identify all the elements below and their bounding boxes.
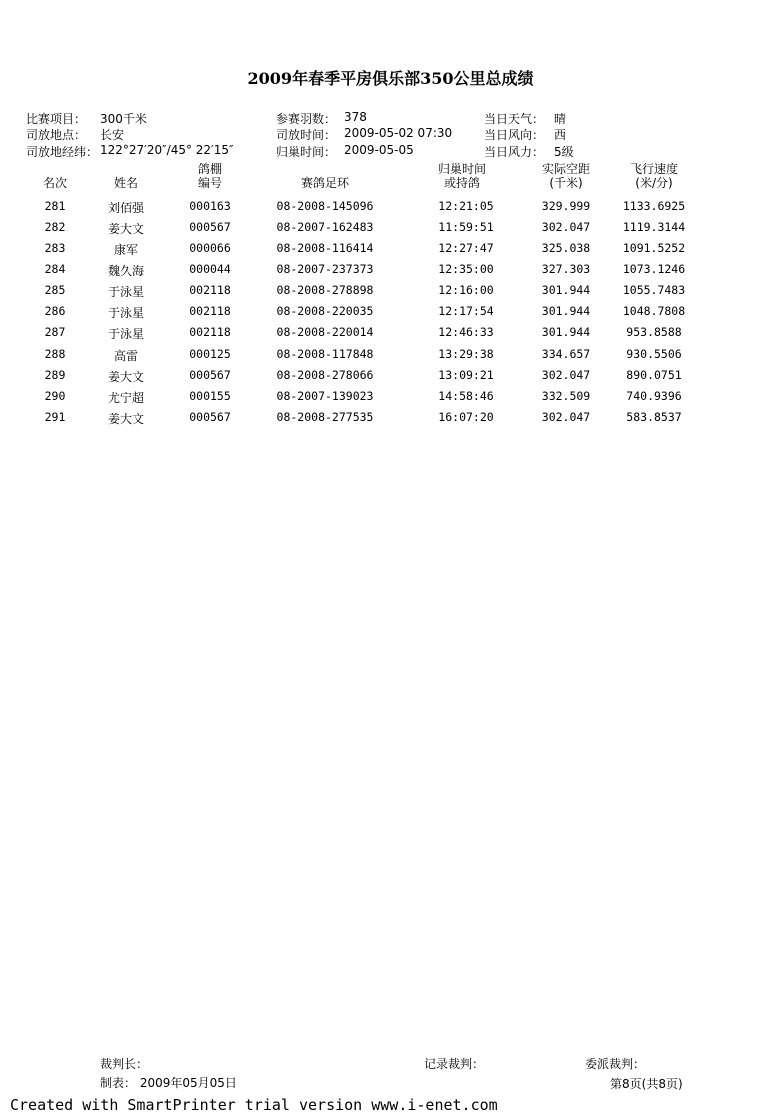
wind-direction-label: 当日风向：: [484, 128, 545, 142]
ring-cell: 08-2008-116414: [276, 241, 374, 255]
time-cell: 12:27:47: [438, 241, 494, 255]
table-row: [0, 368, 781, 389]
header-speed-line1: 飞行速度: [629, 162, 678, 176]
rank-cell: 286: [44, 304, 66, 318]
time-cell: 13:29:38: [438, 347, 494, 361]
entries-value: 378: [344, 110, 367, 124]
table-row: [0, 283, 781, 304]
distance-cell: 302.047: [541, 410, 591, 424]
header-rank: 名次: [42, 176, 67, 190]
page-title: 2009年春季平房俱乐部350公里总成绩: [247, 69, 534, 88]
ring-cell: 08-2007-162483: [276, 220, 374, 234]
return-time-label: 归巢时间：: [276, 145, 337, 159]
name-cell: 尤宁超: [107, 391, 144, 405]
page-number: 第8页(共8页): [610, 1077, 683, 1091]
loft-cell: 000163: [189, 199, 231, 213]
rank-cell: 291: [44, 410, 66, 424]
rank-cell: 282: [44, 220, 66, 234]
rank-cell: 287: [44, 325, 66, 339]
time-cell: 11:59:51: [438, 220, 494, 234]
ring-cell: 08-2008-278066: [276, 368, 374, 382]
speed-cell: 953.8588: [626, 325, 682, 339]
time-cell: 12:21:05: [438, 199, 494, 213]
loft-cell: 002118: [189, 283, 231, 297]
table-row: [0, 410, 781, 431]
ring-cell: 08-2007-237373: [276, 262, 374, 276]
table-row: [0, 220, 781, 241]
name-cell: 于泳星: [107, 306, 144, 320]
made-by-date: 制表： 2009年05月05日: [100, 1076, 237, 1090]
header-name: 姓名: [113, 176, 138, 190]
ring-cell: 08-2008-220014: [276, 325, 374, 339]
rank-cell: 289: [44, 368, 66, 382]
loft-cell: 000567: [189, 368, 231, 382]
time-cell: 13:09:21: [438, 368, 494, 382]
weather-label: 当日天气：: [484, 112, 545, 126]
loft-cell: 000155: [189, 389, 231, 403]
table-row: [0, 262, 781, 283]
event-label: 比赛项目：: [26, 112, 87, 126]
distance-cell: 325.038: [541, 241, 591, 255]
header-time-line2: 或持鸽: [443, 176, 480, 190]
distance-cell: 327.303: [541, 262, 591, 276]
record-judge-label: 记录裁判：: [424, 1057, 485, 1071]
distance-cell: 301.944: [541, 283, 591, 297]
speed-cell: 890.0751: [626, 368, 682, 382]
distance-cell: 301.944: [541, 325, 591, 339]
distance-cell: 329.999: [541, 199, 591, 213]
time-cell: 16:07:20: [438, 410, 494, 424]
distance-cell: 301.944: [541, 304, 591, 318]
time-cell: 12:17:54: [438, 304, 494, 318]
table-row: [0, 389, 781, 410]
loft-cell: 000066: [189, 241, 231, 255]
loft-cell: 000044: [189, 262, 231, 276]
trial-watermark: Created with SmartPrinter trial version www.i-enet.com: [10, 1096, 498, 1114]
ring-cell: 08-2008-145096: [276, 199, 374, 213]
speed-cell: 1091.5252: [622, 241, 686, 255]
rank-cell: 290: [44, 389, 66, 403]
table-row: [0, 199, 781, 220]
distance-cell: 332.509: [541, 389, 591, 403]
header-time-line1: 归巢时间: [437, 162, 486, 176]
speed-cell: 1055.7483: [622, 283, 686, 297]
wind-force-value: 5级: [554, 145, 574, 159]
time-cell: 12:46:33: [438, 325, 494, 339]
table-row: [0, 304, 781, 325]
speed-cell: 1133.6925: [622, 199, 686, 213]
wind-direction-value: 西: [554, 128, 567, 142]
loft-cell: 002118: [189, 304, 231, 318]
table-row: [0, 241, 781, 262]
header-loft-line1: 鸽棚: [197, 162, 222, 176]
wind-force-label: 当日风力：: [484, 145, 545, 159]
rank-cell: 283: [44, 241, 66, 255]
ring-cell: 08-2008-117848: [276, 347, 374, 361]
header-loft-line2: 编号: [197, 176, 222, 190]
header-ring: 赛鸽足环: [300, 176, 349, 190]
location-label: 司放地点：: [26, 128, 87, 142]
ring-cell: 08-2008-277535: [276, 410, 374, 424]
rank-cell: 284: [44, 262, 66, 276]
distance-cell: 302.047: [541, 368, 591, 382]
name-cell: 姜大文: [107, 412, 144, 426]
name-cell: 魏久海: [107, 264, 144, 278]
name-cell: 姜大文: [107, 222, 144, 236]
time-cell: 14:58:46: [438, 389, 494, 403]
name-cell: 于泳星: [107, 327, 144, 341]
location-value: 长安: [100, 128, 125, 142]
release-time-value: 2009-05-02 07:30: [344, 126, 453, 140]
table-row: [0, 347, 781, 368]
name-cell: 高雷: [113, 349, 138, 363]
name-cell: 于泳星: [107, 285, 144, 299]
release-time-label: 司放时间：: [276, 128, 337, 142]
return-time-value: 2009-05-05: [344, 143, 414, 157]
distance-cell: 302.047: [541, 220, 591, 234]
time-cell: 12:35:00: [438, 262, 494, 276]
ring-cell: 08-2007-139023: [276, 389, 374, 403]
coords-label: 司放地经纬：: [26, 145, 99, 159]
loft-cell: 000567: [189, 410, 231, 424]
speed-cell: 740.9396: [626, 389, 682, 403]
entries-label: 参赛羽数：: [276, 112, 337, 126]
header-distance-line2: (千米): [549, 176, 583, 190]
name-cell: 姜大文: [107, 370, 144, 384]
table-row: [0, 325, 781, 346]
weather-value: 晴: [554, 112, 567, 126]
header-distance-line1: 实际空距: [541, 162, 590, 176]
speed-cell: 583.8537: [626, 410, 682, 424]
header-speed-line2: (米/分): [635, 176, 673, 190]
rank-cell: 288: [44, 347, 66, 361]
coords-value: 122°27′20″/45° 22′15″: [100, 143, 234, 157]
ring-cell: 08-2008-220035: [276, 304, 374, 318]
speed-cell: 1048.7808: [622, 304, 686, 318]
ring-cell: 08-2008-278898: [276, 283, 374, 297]
loft-cell: 000125: [189, 347, 231, 361]
event-value: 300千米: [100, 112, 147, 126]
speed-cell: 1073.1246: [622, 262, 686, 276]
loft-cell: 000567: [189, 220, 231, 234]
distance-cell: 334.657: [541, 347, 591, 361]
speed-cell: 930.5506: [626, 347, 682, 361]
speed-cell: 1119.3144: [622, 220, 686, 234]
rank-cell: 285: [44, 283, 66, 297]
name-cell: 康军: [113, 243, 138, 257]
rank-cell: 281: [44, 199, 66, 213]
time-cell: 12:16:00: [438, 283, 494, 297]
name-cell: 刘佰强: [107, 201, 144, 215]
chief-judge-label: 裁判长：: [100, 1057, 149, 1071]
loft-cell: 002118: [189, 325, 231, 339]
appointed-judge-label: 委派裁判：: [585, 1057, 646, 1071]
